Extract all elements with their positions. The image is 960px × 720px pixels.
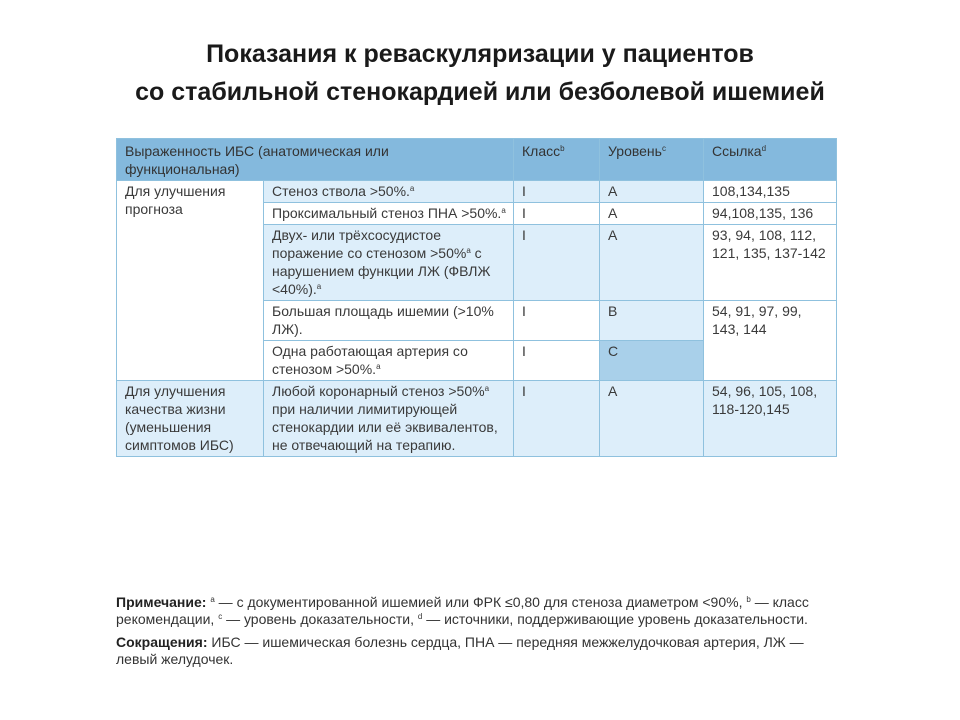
abbreviations-paragraph: Сокращения: ИБС — ишемическая болезнь сердца, ПНА — передняя межжелудочковая артерия, ЛЖ — левый желудочек. bbox=[116, 634, 804, 667]
class-cell: I bbox=[514, 181, 600, 203]
slide-title bbox=[0, 35, 960, 111]
condition-cell: Большая площадь ишемии (>10% ЛЖ). bbox=[264, 301, 514, 341]
reference-cell: 108,134,135 bbox=[704, 181, 837, 203]
reference-cell: 93, 94, 108, 112, 121, 135, 137-142 bbox=[704, 225, 837, 301]
header-level: Уровень$^c$ bbox=[600, 139, 704, 181]
table-header-row bbox=[117, 139, 837, 181]
table-notes bbox=[116, 594, 846, 674]
slide-title-line-1: Показания к реваскуляризации у пациентов bbox=[206, 40, 754, 68]
class-cell: I bbox=[514, 381, 600, 457]
level-cell: A bbox=[600, 181, 704, 203]
condition-cell: Любой коронарный стеноз >50%$^a$ при наличии лимитирующей стенокардии или её эквивалентов, не отвечающий на терапию. bbox=[264, 381, 514, 457]
table-row bbox=[117, 381, 837, 457]
header-severity: Выраженность ИБС (анатомическая или функциональная) bbox=[117, 139, 514, 181]
group-label-prognosis: Для улучшения прогноза bbox=[117, 181, 264, 381]
class-cell: I bbox=[514, 203, 600, 225]
revascularization-table-container bbox=[116, 138, 838, 457]
abbreviations-label: Сокращения: bbox=[116, 634, 208, 650]
level-cell: A bbox=[600, 225, 704, 301]
reference-cell: 54, 96, 105, 108, 118-120,145 bbox=[704, 381, 837, 457]
revascularization-table bbox=[116, 138, 837, 457]
class-cell: I bbox=[514, 225, 600, 301]
reference-cell: 94,108,135, 136 bbox=[704, 203, 837, 225]
condition-cell: Одна работающая артерия со стенозом >50%.$^a$ bbox=[264, 341, 514, 381]
level-cell: A bbox=[600, 203, 704, 225]
header-class: Класс$^b$ bbox=[514, 139, 600, 181]
level-cell: B bbox=[600, 301, 704, 341]
level-cell: A bbox=[600, 381, 704, 457]
note-paragraph: Примечание: $^a$ — с документированной ишемией или ФРК ≤0,80 для стеноза диаметром <90%, $^b$ — класс рекомендации, $^c$ — уровень доказательности, $^d$ — источники, поддерживающие уровень доказательности. bbox=[116, 594, 809, 627]
class-cell: I bbox=[514, 301, 600, 341]
condition-cell: Стеноз ствола >50%.$^a$ bbox=[264, 181, 514, 203]
level-cell: C bbox=[600, 341, 704, 381]
note-label: Примечание: bbox=[116, 594, 207, 610]
table-row bbox=[117, 181, 837, 203]
class-cell: I bbox=[514, 341, 600, 381]
slide-title-line-2: со стабильной стенокардией или безболевой ишемией bbox=[135, 78, 825, 106]
condition-cell: Двух- или трёхсосудистое поражение со стенозом >50%$^a$ с нарушением функции ЛЖ (ФВЛЖ <40%).$^a$ bbox=[264, 225, 514, 301]
group-label-quality-of-life: Для улучшения качества жизни (уменьшения симптомов ИБС) bbox=[117, 381, 264, 457]
condition-cell: Проксимальный стеноз ПНА >50%.$^a$ bbox=[264, 203, 514, 225]
header-reference: Ссылка$^d$ bbox=[704, 139, 837, 181]
reference-cell: 54, 91, 97, 99, 143, 144 bbox=[704, 301, 837, 381]
